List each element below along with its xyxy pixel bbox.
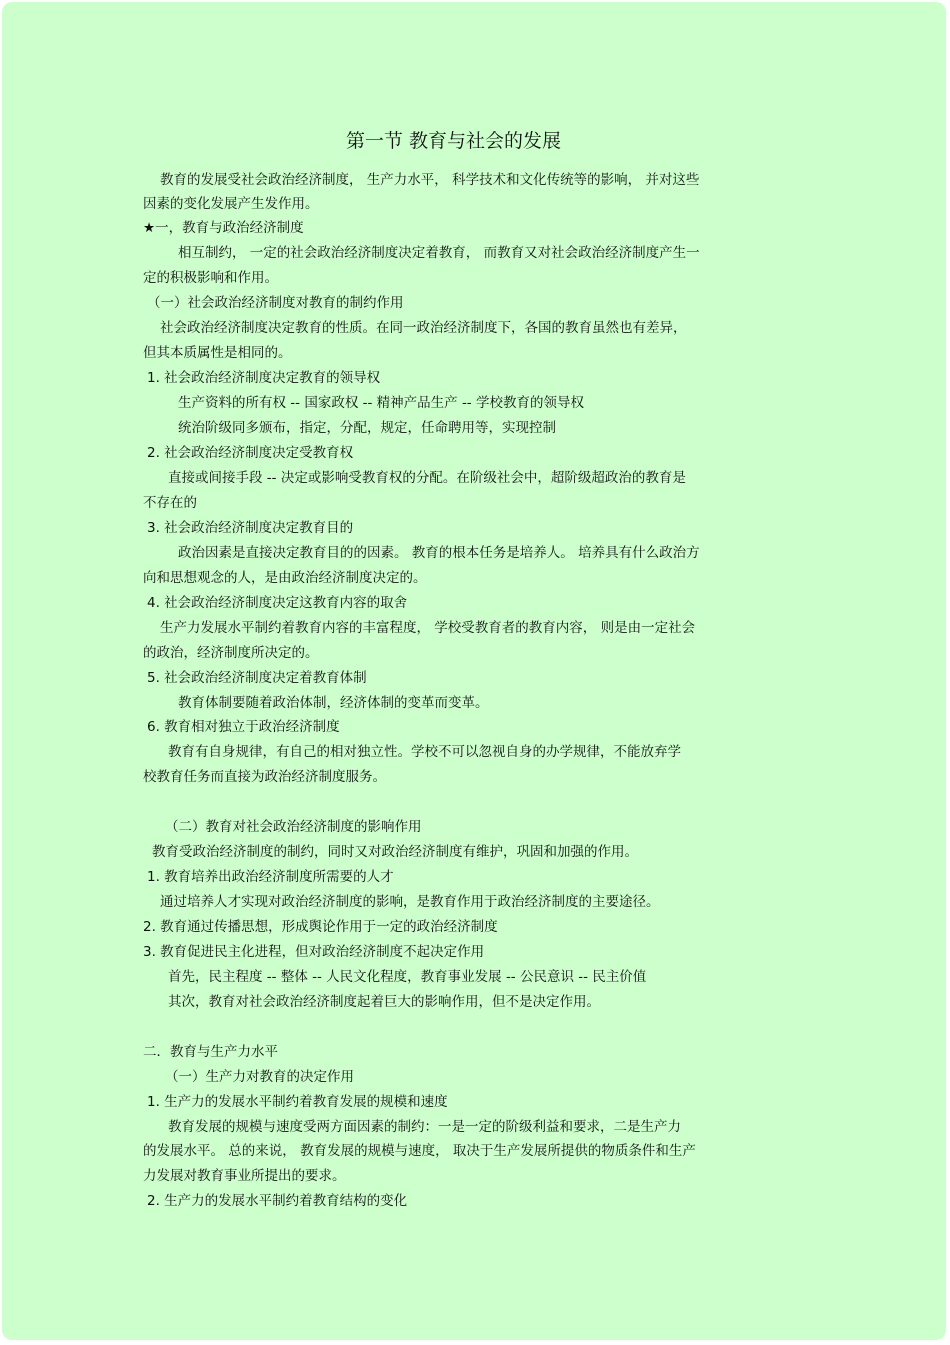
numbered-heading: 4. 社会政治经济制度决定这教育内容的取舍: [147, 595, 408, 611]
paragraph-line: 向和思想观念的人，是由政治经济制度决定的。: [143, 570, 427, 586]
numbered-heading: 2. 社会政治经济制度决定受教育权: [147, 445, 354, 461]
paragraph-line: 生产资料的所有权 -- 国家政权 -- 精神产品生产 -- 学校教育的领导权: [178, 395, 584, 411]
numbered-heading: 5. 社会政治经济制度决定着教育体制: [147, 670, 367, 686]
numbered-heading: 1. 社会政治经济制度决定教育的领导权: [147, 370, 381, 386]
paragraph-line: 因素的变化发展产生发作用。: [143, 196, 319, 212]
numbered-heading: 1. 生产力的发展水平制约着教育发展的规模和速度: [147, 1094, 448, 1110]
numbered-heading: 6. 教育相对独立于政治经济制度: [147, 719, 340, 735]
numbered-heading: 1. 教育培养出政治经济制度所需要的人才: [147, 869, 394, 885]
numbered-heading: 3. 社会政治经济制度决定教育目的: [147, 520, 354, 536]
paragraph-line: 生产力发展水平制约着教育内容的丰富程度， 学校受教育者的教育内容， 则是由一定社会: [160, 620, 696, 636]
subsection-heading: （二）教育对社会政治经济制度的影响作用: [165, 819, 422, 835]
paragraph-line: 政治因素是直接决定教育目的的因素。 教育的根本任务是培养人。 培养具有什么政治方: [178, 545, 700, 561]
paragraph-line: 但其本质属性是相同的。: [143, 345, 292, 361]
section-heading: 二．教育与生产力水平: [143, 1044, 278, 1060]
paragraph-line: 的发展水平。 总的来说， 教育发展的规模与速度， 取决于生产发展所提供的物质条件和生产: [143, 1143, 696, 1159]
paragraph-line: 不存在的: [143, 495, 197, 511]
paragraph-line: 首先，民主程度 -- 整体 -- 人民文化程度，教育事业发展 -- 公民意识 -- 民主价值: [168, 969, 647, 985]
section-title: 第一节 教育与社会的发展: [346, 130, 562, 152]
paragraph-line: 教育的发展受社会政治经济制度， 生产力水平， 科学技术和文化传统等的影响， 并对这些: [160, 172, 700, 188]
paragraph-line: 通过培养人才实现对政治经济制度的影响，是教育作用于政治经济制度的主要途径。: [160, 894, 660, 910]
paragraph-line: 直接或间接手段 -- 决定或影响受教育权的分配。在阶级社会中，超阶级超政治的教育是: [168, 470, 686, 486]
paragraph-line: 教育有自身规律，有自己的相对独立性。学校不可以忽视自身的办学规律，不能放弃学: [168, 744, 681, 760]
numbered-heading: 2. 生产力的发展水平制约着教育结构的变化: [147, 1193, 408, 1209]
paragraph-line: 社会政治经济制度决定教育的性质。在同一政治经济制度下，各国的教育虽然也有差异，: [160, 320, 687, 336]
paragraph-line: 教育受政治经济制度的制约，同时又对政治经济制度有维护，巩固和加强的作用。: [152, 844, 638, 860]
paragraph-line: 相互制约， 一定的社会政治经济制度决定着教育， 而教育又对社会政治经济制度产生一: [178, 245, 700, 261]
paragraph-line: 校教育任务而直接为政治经济制度服务。: [143, 769, 386, 785]
paragraph-line: 教育发展的规模与速度受两方面因素的制约：一是一定的阶级利益和要求，二是生产力: [168, 1119, 681, 1135]
subsection-heading: （一）生产力对教育的决定作用: [165, 1069, 354, 1085]
numbered-heading: 3. 教育促进民主化进程，但对政治经济制度不起决定作用: [143, 944, 485, 960]
paragraph-line: 定的积极影响和作用。: [143, 270, 278, 286]
section-heading: ★一，教育与政治经济制度: [143, 220, 304, 236]
subsection-heading: （一）社会政治经济制度对教育的制约作用: [147, 295, 404, 311]
paragraph-line: 其次，教育对社会政治经济制度起着巨大的影响作用，但不是决定作用。: [168, 994, 600, 1010]
paragraph-line: 力发展对教育事业所提出的要求。: [143, 1168, 346, 1184]
paragraph-line: 统治阶级同多颁布，指定，分配，规定，任命聘用等，实现控制: [178, 420, 556, 436]
paragraph-line: 的政治，经济制度所决定的。: [143, 645, 319, 661]
paragraph-line: 教育体制要随着政治体制，经济体制的变革而变革。: [178, 695, 489, 711]
numbered-heading: 2. 教育通过传播思想，形成舆论作用于一定的政治经济制度: [143, 919, 498, 935]
